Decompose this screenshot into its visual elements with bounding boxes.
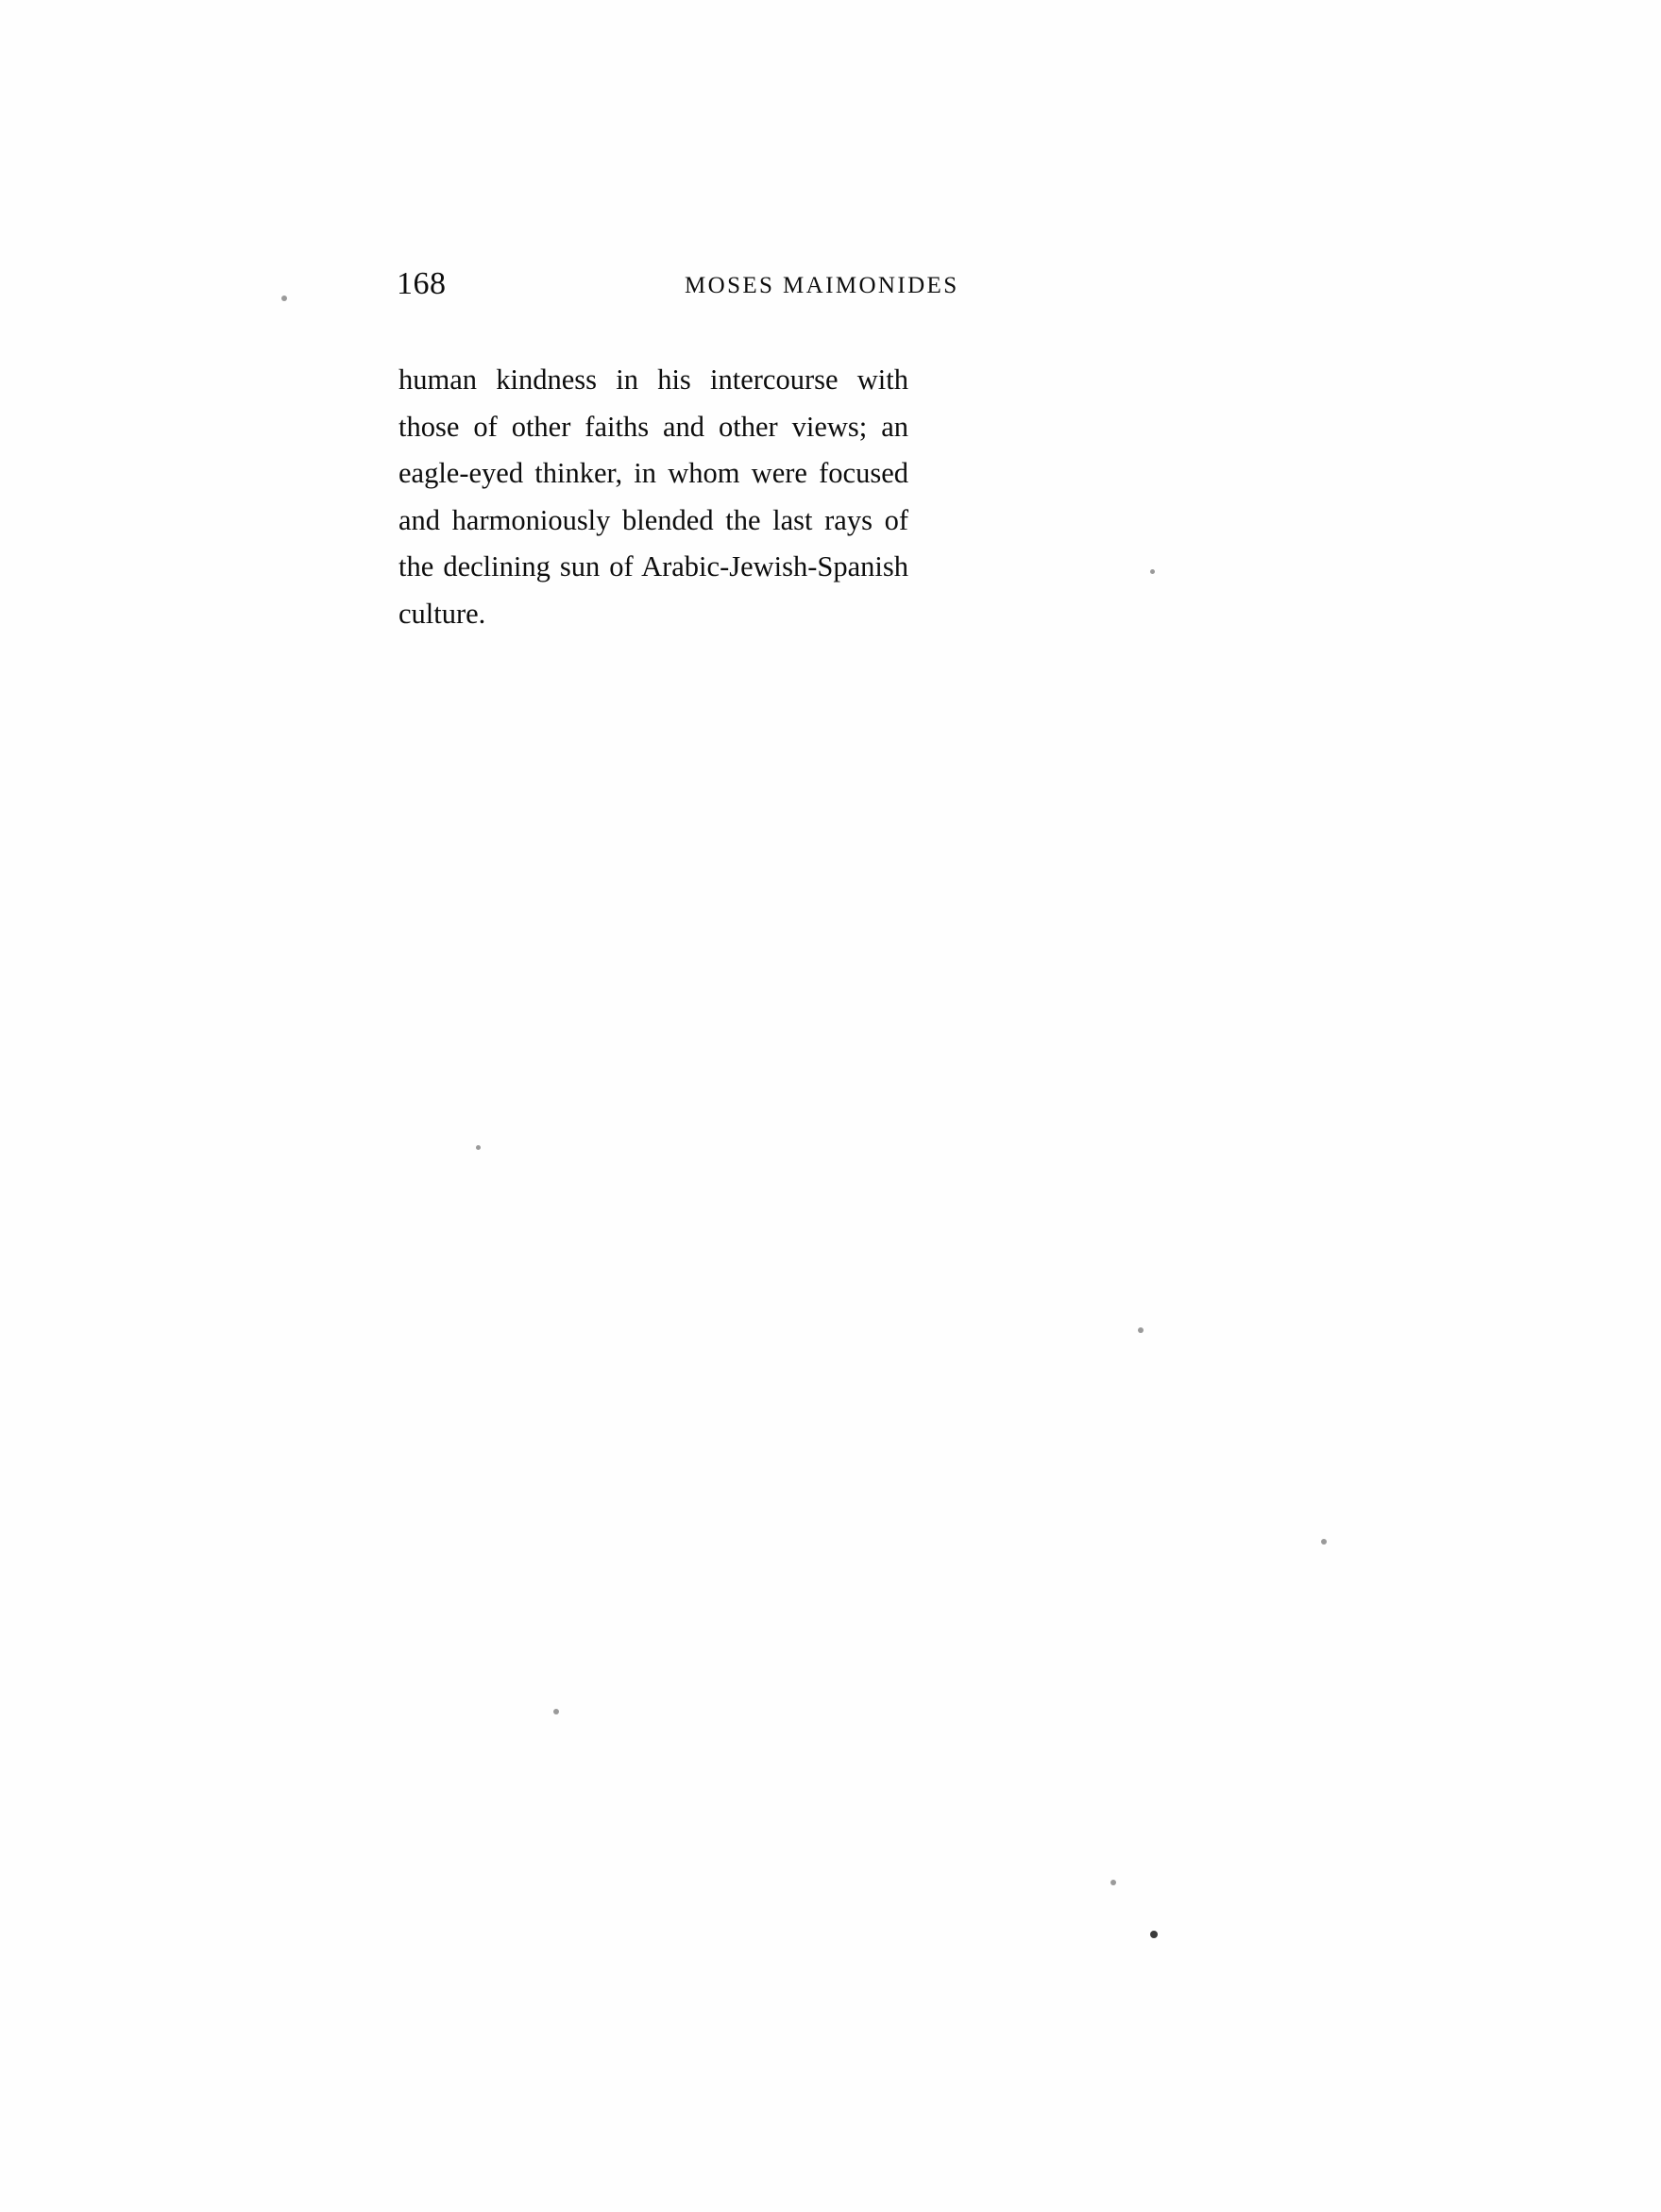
print-speck — [1150, 569, 1155, 574]
running-head — [397, 266, 1303, 308]
running-head-title: MOSES MAIMONIDES — [685, 273, 959, 298]
body-text — [398, 357, 908, 637]
print-speck — [1138, 1327, 1144, 1333]
print-speck — [1321, 1539, 1327, 1545]
print-speck — [553, 1709, 559, 1714]
print-speck — [1150, 1931, 1158, 1938]
print-speck — [476, 1145, 481, 1150]
print-speck — [281, 295, 287, 301]
print-speck — [1110, 1880, 1116, 1885]
paragraph: human kindness in his intercourse with those of other faiths and other views; an eagle-eyed thinker, in whom were focused and harmoniously blended the last rays of the declining sun of Arabic-Jewish-Spanish culture. — [398, 363, 908, 630]
page-number: 168 — [397, 266, 447, 301]
